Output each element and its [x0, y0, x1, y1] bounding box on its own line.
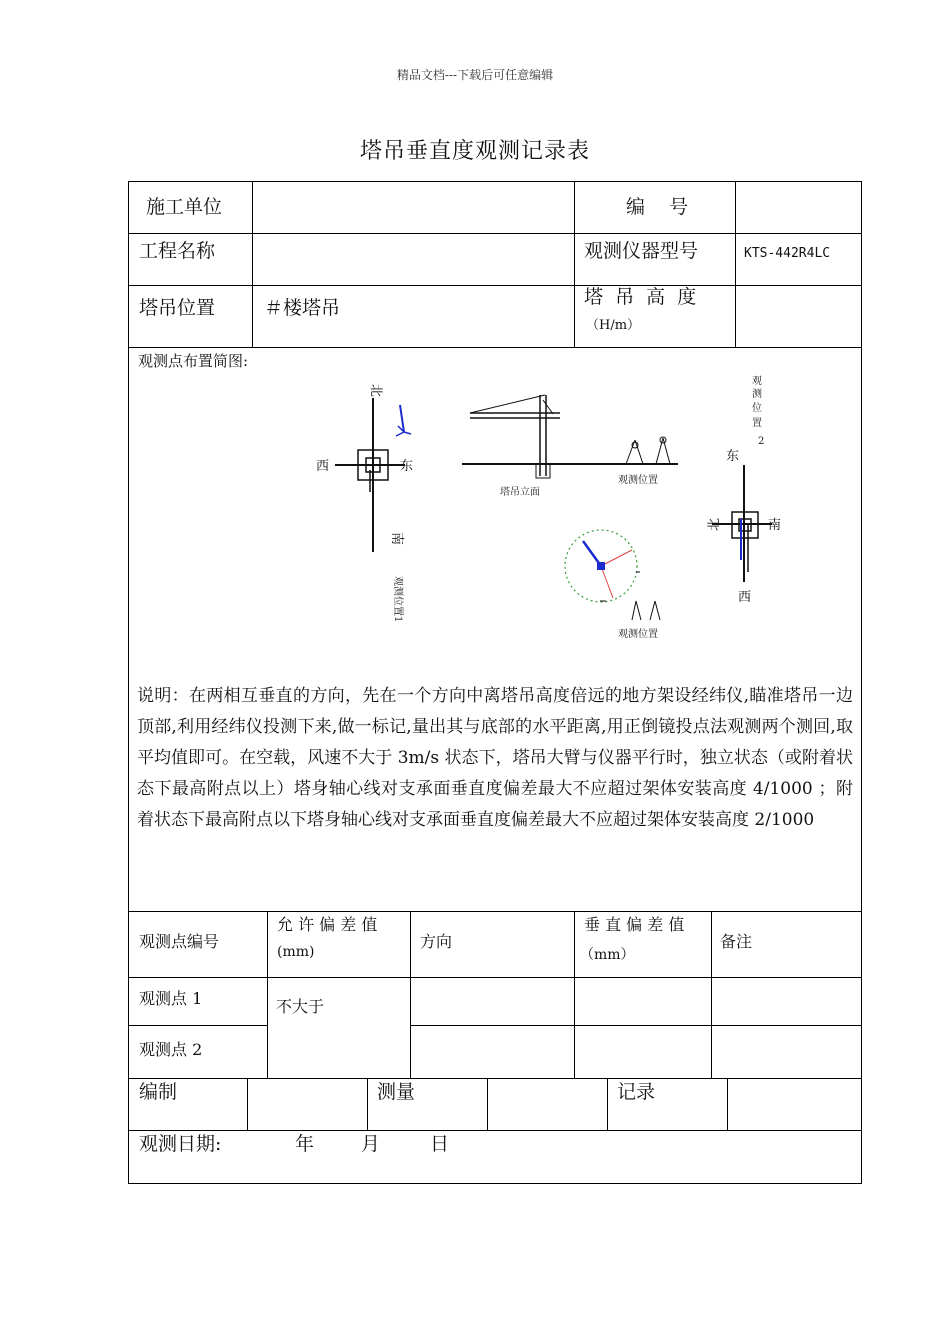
north-label-1: 北	[368, 384, 383, 398]
compile-label: 编制	[139, 1081, 178, 1103]
obs-pos-label-b: 观测位置	[618, 629, 658, 640]
location-value: ＃楼塔吊	[264, 297, 341, 319]
col-remark-header: 备注	[720, 932, 753, 951]
west-label-1: 西	[316, 459, 330, 474]
col-point-header: 观测点编号	[139, 932, 220, 951]
obs-pos-2-c4: 置	[752, 418, 762, 429]
plan-circle	[565, 530, 660, 620]
measure-value-cell[interactable]	[488, 1079, 607, 1130]
unit-value-cell[interactable]	[253, 182, 574, 233]
north-label-2: 北	[707, 517, 722, 531]
compile-value-cell[interactable]	[248, 1079, 367, 1130]
date-month: 月	[361, 1133, 381, 1155]
col-allow-unit: (mm)	[277, 944, 315, 960]
project-label: 工程名称	[139, 240, 216, 262]
obs-pos-2-num: 2	[758, 436, 765, 447]
instrument-value: KTS-442R4LC	[744, 246, 831, 261]
height-value-cell[interactable]	[736, 286, 861, 347]
remark-cell-1[interactable]	[712, 978, 861, 1025]
obs-pos-1-label: 观测位置1	[392, 576, 403, 623]
col-direction-header: 方向	[420, 932, 453, 951]
south-label-1: 南	[389, 532, 404, 546]
height-label: 塔 吊 高 度	[584, 286, 697, 308]
measure-label: 测量	[377, 1081, 416, 1103]
date-label: 观测日期:	[139, 1133, 222, 1155]
record-value-cell[interactable]	[728, 1079, 861, 1130]
remark-cell-2[interactable]	[712, 1026, 861, 1078]
not-exceed-label: 不大于	[276, 997, 325, 1016]
obs-pos-2-c1: 观	[752, 376, 762, 387]
diagram-heading: 观测点布置简图:	[138, 352, 249, 370]
south-label-2: 南	[768, 518, 782, 533]
obs-pos-label: 观测位置	[618, 475, 658, 486]
crane-elevation	[462, 395, 678, 478]
direction-cell-2[interactable]	[411, 1026, 574, 1078]
elevation-label: 塔吊立面	[500, 487, 540, 498]
record-label: 记录	[617, 1081, 656, 1103]
col-vert-header: 垂 直 偏 差 值	[584, 915, 685, 934]
point-2-label: 观测点 2	[139, 1040, 203, 1059]
col-vert-unit: （mm）	[580, 947, 635, 963]
height-unit: （H/m）	[586, 318, 641, 333]
instrument-label: 观测仪器型号	[584, 240, 699, 262]
unit-label: 施工单位	[146, 196, 223, 218]
serial-label: 编 号	[626, 196, 689, 218]
vertical-cell-1[interactable]	[575, 978, 711, 1025]
date-day: 日	[430, 1133, 450, 1155]
layout-diagram	[300, 370, 800, 650]
watermark: 精品文档---下载后可任意编辑	[396, 68, 554, 82]
serial-value-cell[interactable]	[736, 182, 861, 233]
direction-cell-1[interactable]	[411, 978, 574, 1025]
project-value-cell[interactable]	[253, 234, 574, 285]
point-1-label: 观测点 1	[139, 989, 203, 1008]
east-label-2: 东	[726, 449, 740, 464]
east-label-1: 东	[400, 459, 414, 474]
date-year: 年	[295, 1133, 315, 1155]
obs-pos-2-c2: 测	[752, 389, 762, 400]
instructions-note: 说明：在两相互垂直的方向，先在一个方向中离塔吊高度倍远的地方架设经纬仪,瞄准塔吊一边顶部,利用经纬仪投测下来,做一标记,量出其与底部的水平距离,用正倒镜投点法观测两个测回,取平均值即可。在空载，风速不大于 3m/s 状态下，塔吊大臂与仪器平行时，独立状态（或附着状态下最高附点以上）塔身轴心线对支承面垂直度偏差最大不应超过架体安装高度 4/1000 ；附着状态下最高附点以下塔身轴心线对支承面垂直度偏差最大不应超过架体安装高度 2/1000	[137, 686, 853, 830]
location-label: 塔吊位置	[139, 297, 216, 319]
obs-pos-2-c3: 位	[752, 403, 762, 414]
plan-view-1	[335, 398, 414, 552]
col-allow-header: 允 许 偏 差 值	[277, 915, 378, 934]
vertical-cell-2[interactable]	[575, 1026, 711, 1078]
page-title: 塔吊垂直度观测记录表	[359, 139, 590, 164]
west-label-2: 西	[738, 590, 752, 605]
